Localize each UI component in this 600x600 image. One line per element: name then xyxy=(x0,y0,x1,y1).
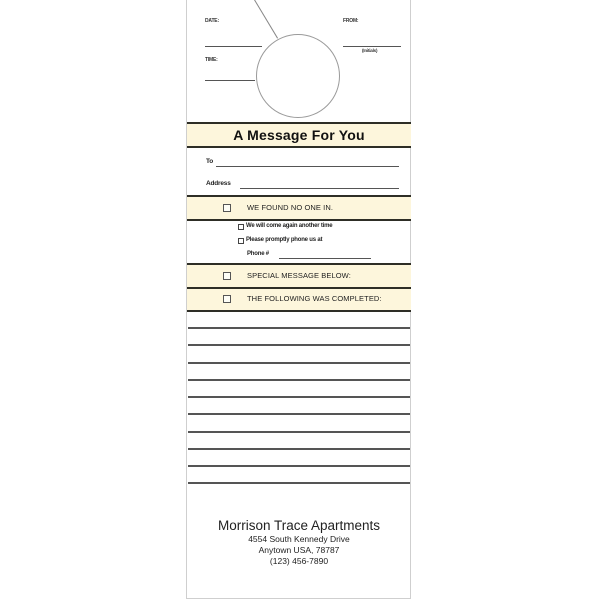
message-line[interactable] xyxy=(188,482,410,484)
company-city: Anytown USA, 78787 xyxy=(258,545,340,555)
message-line[interactable] xyxy=(188,465,410,467)
phone-field[interactable] xyxy=(279,258,371,259)
checkbox-phone-us[interactable] xyxy=(238,238,244,244)
address-label: Address xyxy=(206,180,231,187)
message-line[interactable] xyxy=(188,431,410,433)
option-band-no-one-in xyxy=(187,195,411,221)
checkbox-no-one-in[interactable] xyxy=(223,204,231,212)
message-line[interactable] xyxy=(188,413,410,415)
date-label: DATE: xyxy=(205,18,219,24)
door-knob-hole xyxy=(256,34,340,118)
to-label: To xyxy=(206,158,214,165)
option-label-completed: THE FOLLOWING WAS COMPLETED: xyxy=(247,294,382,303)
sub-option-come-again: We will come again another time xyxy=(246,223,333,229)
from-label: FROM: xyxy=(343,18,359,24)
hanger-slit xyxy=(254,0,278,39)
message-line[interactable] xyxy=(188,344,410,346)
time-field[interactable] xyxy=(205,80,255,81)
message-line[interactable] xyxy=(188,448,410,450)
date-field[interactable] xyxy=(205,46,262,47)
company-info xyxy=(187,518,411,567)
checkbox-come-again[interactable] xyxy=(238,224,244,230)
option-band-special-message xyxy=(187,263,411,287)
message-line[interactable] xyxy=(188,327,410,329)
phone-label: Phone # xyxy=(247,251,269,257)
address-field[interactable] xyxy=(240,188,399,189)
company-address: 4554 South Kennedy Drive xyxy=(248,534,350,544)
message-line[interactable] xyxy=(188,379,410,381)
checkbox-completed[interactable] xyxy=(223,295,231,303)
option-band-completed xyxy=(187,287,411,312)
from-field[interactable] xyxy=(343,46,401,47)
page-title: A Message For You xyxy=(233,127,365,143)
sub-option-phone-us: Please promptly phone us at xyxy=(246,237,323,243)
company-name: Morrison Trace Apartments xyxy=(217,518,381,533)
title-band xyxy=(187,122,411,148)
option-label-special-message: SPECIAL MESSAGE BELOW: xyxy=(247,271,351,280)
message-line[interactable] xyxy=(188,396,410,398)
option-label-no-one-in: WE FOUND NO ONE IN. xyxy=(247,203,334,212)
to-field[interactable] xyxy=(216,166,399,167)
company-phone: (123) 456-7890 xyxy=(269,556,329,566)
initials-label: (Initials) xyxy=(362,48,378,53)
time-label: TIME: xyxy=(205,57,218,63)
checkbox-special-message[interactable] xyxy=(223,272,231,280)
message-line[interactable] xyxy=(188,362,410,364)
door-hanger-card xyxy=(186,0,411,599)
